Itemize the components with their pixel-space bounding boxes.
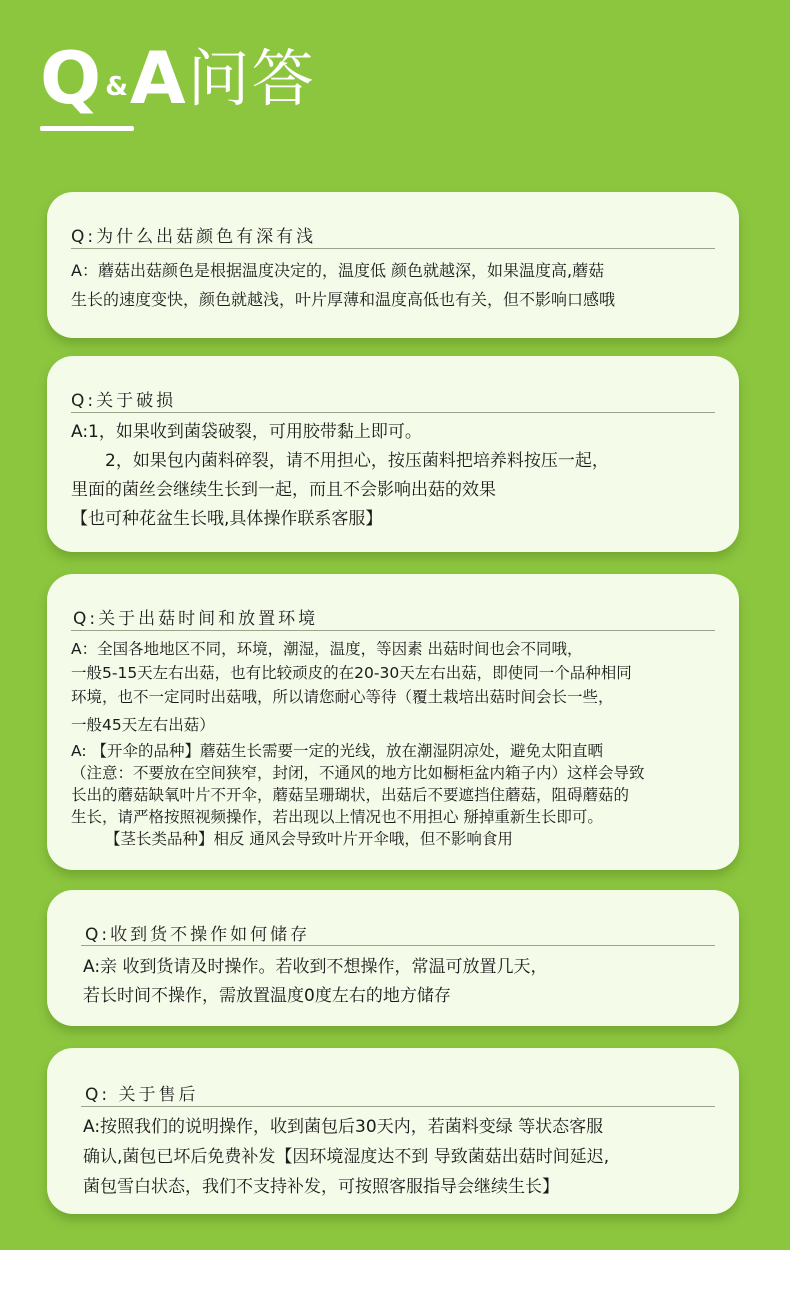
answer-line: （注意：不要放在空间狭窄，封闭，不通风的地方比如橱柜盆内箱子内）这样会导致 (71, 764, 645, 782)
answer-text (71, 256, 615, 314)
answer-line: 里面的菌丝会继续生长到一起，而且不会影响出菇的效果 (71, 480, 496, 500)
divider (81, 945, 715, 946)
answer-line: 【茎长类品种】相反 通风会导致叶片开伞哦，但不影响食用 (105, 830, 513, 848)
answer-line: 一般45天左右出菇） (71, 716, 215, 734)
answer-line: 确认,菌包已坏后免费补发【因环境湿度达不到 导致菌菇出菇时间延迟, (83, 1147, 610, 1167)
answer-line: A:1，如果收到菌袋破裂，可用胶带黏上即可。 (71, 422, 422, 442)
divider (71, 412, 715, 413)
answer-line: A:亲 收到货请及时操作。若收到不想操作，常温可放置几天， (83, 957, 548, 977)
answer-line: A:按照我们的说明操作，收到菌包后30天内，若菌料变绿 等状态客服 (83, 1117, 604, 1137)
answer-text (83, 953, 547, 1011)
answer-line: A：蘑菇出菇颜色是根据温度决定的，温度低 颜色就越深，如果温度高,蘑菇 (71, 261, 605, 280)
answer-line: 生长，请严格按照视频操作，若出现以上情况也不用担心 掰掉重新生长即可。 (71, 808, 603, 826)
divider (71, 248, 715, 249)
qa-card-after-sales (47, 1048, 739, 1214)
answer-text-part2 (71, 740, 645, 850)
answer-line: A：全国各地地区不同，环境，潮湿，温度，等因素 出菇时间也会不同哦， (71, 640, 583, 658)
answer-line: 环境，也不一定同时出菇哦，所以请您耐心等待（覆土栽培出菇时间会长一些， (71, 688, 614, 706)
qa-card-damage (47, 356, 739, 552)
answer-line: 若长时间不操作，需放置温度0度左右的地方储存 (83, 986, 451, 1006)
divider (81, 1106, 715, 1107)
qa-card-storage (47, 890, 739, 1026)
question-text: Q:收到货不操作如何储存 (85, 925, 311, 945)
divider (71, 630, 715, 631)
qa-card-timing (47, 574, 739, 870)
answer-line: 菌包雪白状态，我们不支持补发，可按照客服指导会继续生长】 (83, 1177, 559, 1197)
question-text: Q:为什么出菇颜色有深有浅 (71, 227, 317, 247)
question-text: Q: 关于售后 (85, 1085, 199, 1105)
answer-line: 2，如果包内菌料碎裂，请不用担心，按压菌料把培养料按压一起， (105, 451, 609, 471)
title-a: A (129, 36, 186, 120)
answer-line: 长出的蘑菇缺氧叶片不开伞，蘑菇呈珊瑚状，出菇后不要遮挡住蘑菇，阻碍蘑菇的 (71, 786, 630, 804)
title-underline (40, 126, 134, 131)
question-text: Q:关于破损 (71, 391, 177, 411)
answer-text (71, 418, 609, 534)
answer-line: A: 【开伞的品种】蘑菇生长需要一定的光线，放在潮湿阴凉处，避免太阳直晒 (71, 742, 603, 760)
bottom-margin (0, 1250, 790, 1299)
question-text: Q:关于出菇时间和放置环境 (73, 609, 319, 629)
title-q: Q (40, 36, 100, 120)
title-chinese: 问答 (187, 42, 316, 115)
answer-line: 生长的速度变快，颜色就越浅，叶片厚薄和温度高低也有关，但不影响口感哦 (71, 290, 616, 309)
answer-text (83, 1112, 609, 1202)
page-title (40, 34, 316, 120)
title-ampersand: & (105, 72, 128, 102)
answer-line: 【也可种花盆生长哦,具体操作联系客服】 (71, 509, 383, 529)
answer-line: 一般5-15天左右出菇，也有比较顽皮的在20-30天左右出菇，即使同一个品种相同 (71, 664, 632, 682)
qa-card-color (47, 192, 739, 338)
answer-text-part1 (71, 637, 632, 737)
